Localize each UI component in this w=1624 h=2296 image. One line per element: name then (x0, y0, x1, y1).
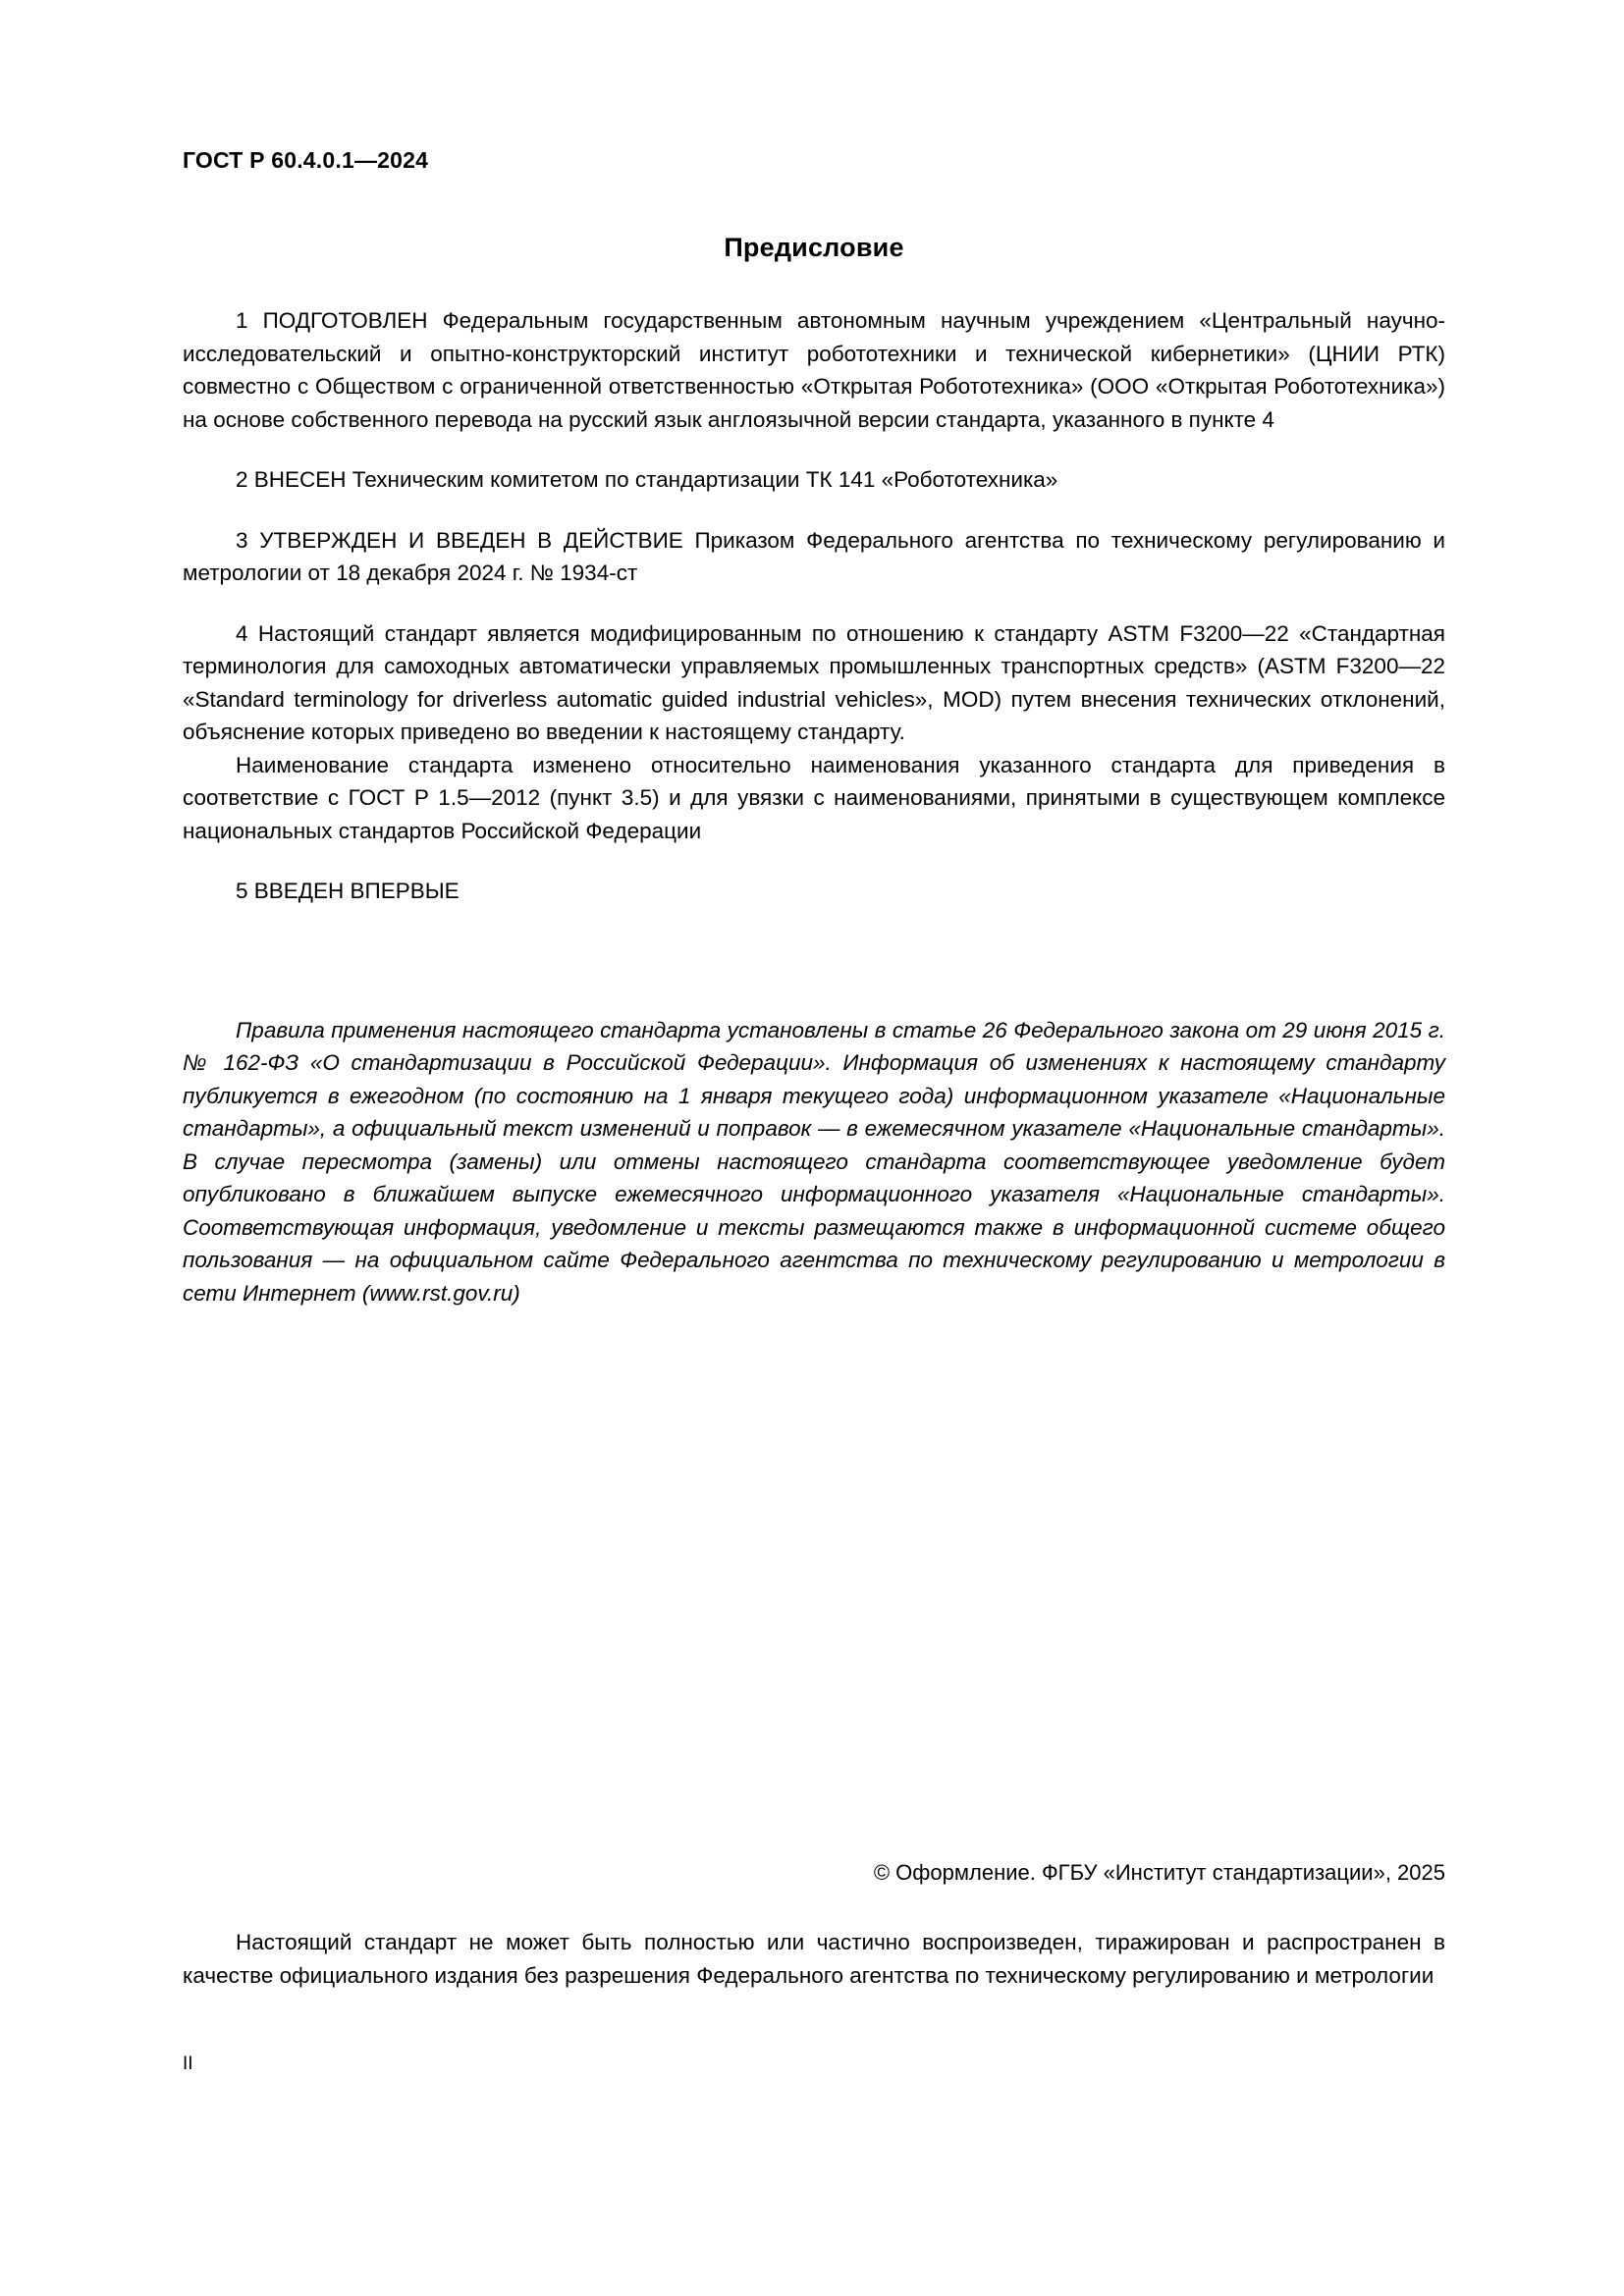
copyright-line: © Оформление. ФГБУ «Институт стандартизации», 2025 (873, 1860, 1445, 1885)
application-rules-text: Правила применения настоящего стандарта установлены в статье 26 Федерального закона от 29 июня 2015 г. № 162-ФЗ «О стандартизации в Российской Федерации». Информация об изменениях к настоящему стандарту публикуется в ежегодном (по состоянию на 1 января текущего года) информационном указателе «Национальные стандарты», а официальный текст изменений и поправок — в ежемесячном указателе «Национальные стандарты». В случае пересмотра (замены) или отмены настоящего стандарта соответствующее уведомление будет опубликовано в ближайшем выпуске ежемесячного информационного указателя «Национальные стандарты». Соответствующая информация, уведомление и тексты размещаются также в информационной системе общего пользования — на официальном сайте Федерального агентства по техническому регулированию и метрологии в сети Интернет (www.rst.gov.ru) (183, 1017, 1445, 1306)
paragraph-2-submitted-by: 2 ВНЕСЕН Техническим комитетом по стандартизации ТК 141 «Робототехника» (236, 467, 1058, 492)
application-rules-block (183, 1014, 1445, 1310)
running-head: ГОСТ Р 60.4.0.1—2024 (183, 147, 429, 173)
paragraph-4-modified-standard: 4 Настоящий стандарт является модифицированным по отношению к стандарту ASTM F3200—22 «Стандартная терминология для самоходных автоматически управляемых промышленных транспортных средств» (ASTM F3200—22 «Standard terminology for driverless automatic guided industrial vehicles», MOD) путем внесения технических отклонений, объяснение которых приведено во введении к настоящему стандарту. (183, 620, 1445, 744)
paragraph-3-approved-by: 3 УТВЕРЖДЕН И ВВЕДЕН В ДЕЙСТВИЕ Приказом Федерального агентства по техническому регулированию и метрологии от 18 декабря 2024 г. № 1934-ст (183, 527, 1445, 585)
page-content (183, 147, 1445, 1309)
paragraph-4-name-change: Наименование стандарта изменено относительно наименования указанного стандарта для приведения в соответствие с ГОСТ Р 1.5—2012 (пункт 3.5) и для увязки с наименованиями, принятыми в существующем комплексе национальных стандартов Российской Федерации (183, 752, 1445, 843)
reproduction-note-text: Настоящий стандарт не может быть полностью или частично воспроизведен, тиражирован и распространен в качестве официального издания без разрешения Федерального агентства по техническому регулированию и метрологии (183, 1930, 1445, 1988)
reproduction-note-block (183, 1926, 1445, 1992)
page-title: Предисловие (724, 233, 904, 262)
paragraph-5-introduced-first-time: 5 ВВЕДЕН ВПЕРВЫЕ (236, 879, 460, 903)
paragraph-1-prepared-by: 1 ПОДГОТОВЛЕН Федеральным государственным автономным научным учреждением «Центральный научно-исследовательский и опытно-конструкторский институт робототехники и технической кибернетики» (ЦНИИ РТК) совместно с Обществом с ограниченной ответственностью «Открытая Робототехника» (ООО «Открытая Робототехника») на основе собственного перевода на русский язык англоязычной версии стандарта, указанного в пункте 4 (183, 308, 1445, 432)
page-number: II (183, 2054, 193, 2074)
